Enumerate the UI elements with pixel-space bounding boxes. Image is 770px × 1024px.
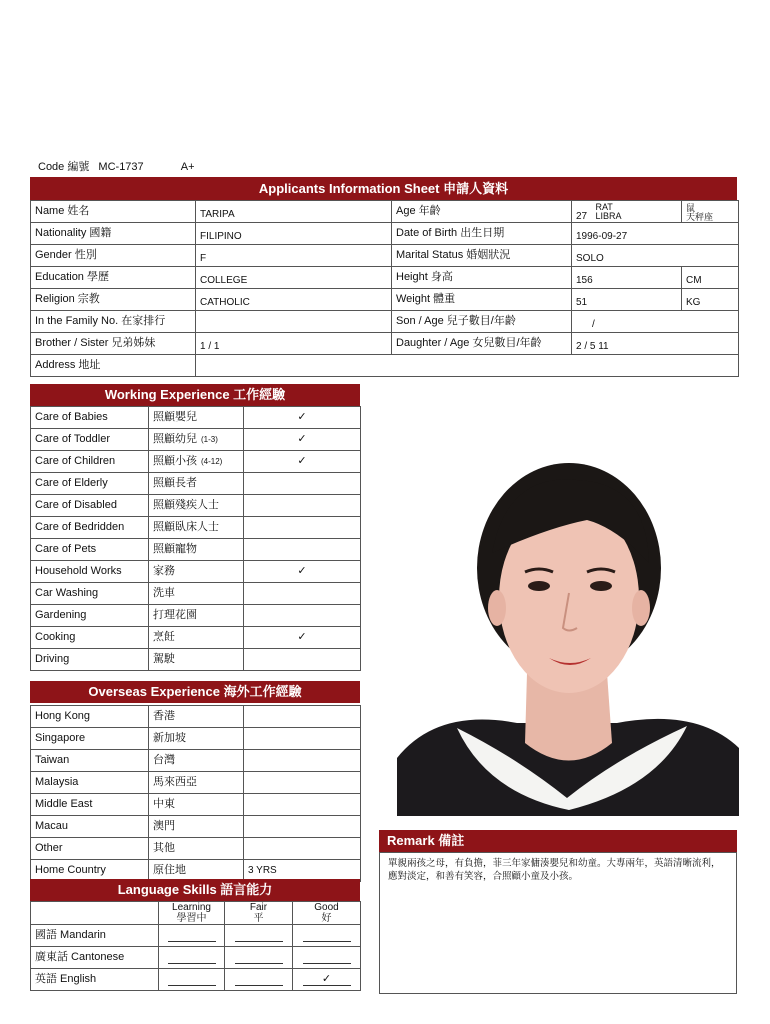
table-row bbox=[31, 561, 361, 583]
language-level-mark bbox=[293, 925, 361, 947]
table-row bbox=[31, 473, 361, 495]
info-label: Nationality 國籍 bbox=[31, 223, 196, 245]
language-name: 廣東話 Cantonese bbox=[31, 947, 159, 969]
info-label: Daughter / Age 女兒數目/年齡 bbox=[392, 333, 572, 355]
overseas-country-cn: 新加坡 bbox=[149, 728, 244, 750]
overseas-country-en: Middle East bbox=[31, 794, 149, 816]
work-item-en: Gardening bbox=[31, 605, 149, 627]
work-item-cn: 照顧嬰兒 bbox=[149, 407, 244, 429]
info-value: SOLO bbox=[572, 245, 739, 267]
overseas-country-cn: 台灣 bbox=[149, 750, 244, 772]
language-level-mark bbox=[293, 947, 361, 969]
overseas-country-cn: 香港 bbox=[149, 706, 244, 728]
overseas-duration bbox=[244, 750, 361, 772]
language-header-blank bbox=[31, 902, 159, 925]
language-level-mark bbox=[225, 925, 293, 947]
info-value: 1 / 1 bbox=[196, 333, 392, 355]
sign-value: LIBRA bbox=[595, 211, 622, 221]
overseas-country-cn: 其他 bbox=[149, 838, 244, 860]
table-row bbox=[31, 517, 361, 539]
overseas-country-en: Home Country bbox=[31, 860, 149, 882]
info-value: CATHOLIC bbox=[196, 289, 392, 311]
table-row bbox=[31, 311, 739, 333]
info-label: Education 學歷 bbox=[31, 267, 196, 289]
work-item-cn: 照顧殘疾人士 bbox=[149, 495, 244, 517]
overseas-country-en: Macau bbox=[31, 816, 149, 838]
remark-title: Remark 備註 bbox=[379, 830, 737, 852]
code-value: MC-1737 bbox=[98, 161, 144, 173]
info-value: 51 bbox=[572, 289, 682, 311]
info-label: Date of Birth 出生日期 bbox=[392, 223, 572, 245]
overseas-duration bbox=[244, 838, 361, 860]
language-level-mark: ✓ bbox=[293, 969, 361, 991]
work-item-en: Care of Bedridden bbox=[31, 517, 149, 539]
info-label: Brother / Sister 兄弟姊妹 bbox=[31, 333, 196, 355]
check-mark bbox=[244, 517, 361, 539]
overseas-country-en: Other bbox=[31, 838, 149, 860]
info-label: Name 姓名 bbox=[31, 201, 196, 223]
overseas-duration bbox=[244, 728, 361, 750]
work-item-en: Car Washing bbox=[31, 583, 149, 605]
table-row bbox=[31, 728, 361, 750]
info-value: 156 bbox=[572, 267, 682, 289]
info-value: COLLEGE bbox=[196, 267, 392, 289]
work-item-en: Care of Babies bbox=[31, 407, 149, 429]
work-title: Working Experience 工作經驗 bbox=[30, 384, 360, 406]
language-name: 國語 Mandarin bbox=[31, 925, 159, 947]
check-mark: ✓ bbox=[244, 627, 361, 649]
work-item-cn: 照顧寵物 bbox=[149, 539, 244, 561]
table-row bbox=[31, 451, 361, 473]
work-item-en: Care of Pets bbox=[31, 539, 149, 561]
work-item-cn: 家務 bbox=[149, 561, 244, 583]
code-line bbox=[38, 158, 201, 174]
table-row bbox=[31, 245, 739, 267]
info-label: Weight 體重 bbox=[392, 289, 572, 311]
overseas-country-en: Taiwan bbox=[31, 750, 149, 772]
overseas-duration bbox=[244, 816, 361, 838]
check-mark bbox=[244, 649, 361, 671]
overseas-country-cn: 中東 bbox=[149, 794, 244, 816]
info-value: TARIPA bbox=[196, 201, 392, 223]
info-table bbox=[30, 200, 739, 377]
work-item-cn: 照顧幼兒 (1-3) bbox=[149, 429, 244, 451]
check-mark: ✓ bbox=[244, 561, 361, 583]
info-value: / bbox=[572, 311, 739, 333]
check-mark bbox=[244, 583, 361, 605]
applicant-portrait-image bbox=[397, 458, 739, 816]
overseas-country-en: Singapore bbox=[31, 728, 149, 750]
table-row bbox=[31, 649, 361, 671]
work-item-en: Care of Children bbox=[31, 451, 149, 473]
level-learning: Learning 學習中 bbox=[159, 902, 225, 925]
overseas-title: Overseas Experience 海外工作經驗 bbox=[30, 681, 360, 703]
table-row bbox=[31, 969, 361, 991]
info-value: F bbox=[196, 245, 392, 267]
work-item-en: Care of Disabled bbox=[31, 495, 149, 517]
zodiac-cn: 鼠 bbox=[686, 203, 696, 213]
check-mark: ✓ bbox=[244, 429, 361, 451]
info-value bbox=[196, 311, 392, 333]
work-item-en: Care of Toddler bbox=[31, 429, 149, 451]
info-label: Height 身高 bbox=[392, 267, 572, 289]
table-row bbox=[31, 772, 361, 794]
info-value: 2 / 5 11 bbox=[572, 333, 739, 355]
info-label: Gender 性別 bbox=[31, 245, 196, 267]
work-item-en: Driving bbox=[31, 649, 149, 671]
table-row bbox=[31, 750, 361, 772]
work-item-en: Care of Elderly bbox=[31, 473, 149, 495]
table-row bbox=[31, 816, 361, 838]
work-item-en: Household Works bbox=[31, 561, 149, 583]
table-row bbox=[31, 902, 361, 925]
info-label: In the Family No. 在家排行 bbox=[31, 311, 196, 333]
language-title: Language Skills 語言能力 bbox=[30, 879, 360, 901]
table-row bbox=[31, 947, 361, 969]
address-value bbox=[196, 355, 739, 377]
table-row bbox=[31, 355, 739, 377]
code-label: Code 編號 bbox=[38, 161, 90, 173]
remark-text: 單親兩孩之母，有負擔，菲三年家傭湊嬰兒和幼童。大專兩年，英語清晰流利，應對淡定，和善有笑容，合照顧小童及小孩。 bbox=[388, 858, 721, 882]
language-level-mark bbox=[159, 969, 225, 991]
applicant-photo bbox=[397, 458, 739, 816]
table-row bbox=[31, 539, 361, 561]
check-mark: ✓ bbox=[244, 407, 361, 429]
work-item-cn: 照顧長者 bbox=[149, 473, 244, 495]
overseas-country-cn: 原住地 bbox=[149, 860, 244, 882]
check-mark bbox=[244, 539, 361, 561]
info-label: Religion 宗教 bbox=[31, 289, 196, 311]
check-mark bbox=[244, 473, 361, 495]
work-item-cn: 烹飪 bbox=[149, 627, 244, 649]
info-label: Marital Status 婚姻狀況 bbox=[392, 245, 572, 267]
table-row bbox=[31, 333, 739, 355]
remark-box bbox=[379, 852, 737, 994]
language-name: 英語 English bbox=[31, 969, 159, 991]
overseas-country-cn: 澳門 bbox=[149, 816, 244, 838]
zodiac-value: RAT bbox=[595, 202, 613, 212]
age-cell: 27 RAT LIBRA bbox=[572, 201, 682, 223]
table-row bbox=[31, 627, 361, 649]
level-good: Good 好 bbox=[293, 902, 361, 925]
info-unit: CM bbox=[682, 267, 739, 289]
info-value: FILIPINO bbox=[196, 223, 392, 245]
overseas-duration bbox=[244, 706, 361, 728]
language-level-mark bbox=[159, 947, 225, 969]
language-level-mark bbox=[225, 947, 293, 969]
sign-cn: 天秤座 bbox=[686, 212, 714, 222]
language-table bbox=[30, 901, 361, 991]
sheet-title: Applicants Information Sheet 申請人資料 bbox=[30, 177, 737, 200]
check-mark bbox=[244, 605, 361, 627]
table-row bbox=[31, 794, 361, 816]
info-label: Son / Age 兒子數目/年齡 bbox=[392, 311, 572, 333]
table-row bbox=[31, 605, 361, 627]
language-level-mark bbox=[225, 969, 293, 991]
overseas-duration bbox=[244, 794, 361, 816]
table-row bbox=[31, 838, 361, 860]
info-value: 1996-09-27 bbox=[572, 223, 739, 245]
table-row bbox=[31, 706, 361, 728]
table-row bbox=[31, 201, 739, 223]
table-row bbox=[31, 223, 739, 245]
info-unit: KG bbox=[682, 289, 739, 311]
overseas-duration bbox=[244, 772, 361, 794]
level-fair: Fair 平 bbox=[225, 902, 293, 925]
overseas-country-en: Hong Kong bbox=[31, 706, 149, 728]
work-item-cn: 照顧臥床人士 bbox=[149, 517, 244, 539]
overseas-table bbox=[30, 705, 361, 882]
table-row bbox=[31, 925, 361, 947]
language-level-mark bbox=[159, 925, 225, 947]
table-row bbox=[31, 289, 739, 311]
work-item-cn: 打理花園 bbox=[149, 605, 244, 627]
work-table bbox=[30, 406, 361, 671]
overseas-country-en: Malaysia bbox=[31, 772, 149, 794]
overseas-country-cn: 馬來西亞 bbox=[149, 772, 244, 794]
work-item-cn: 洗車 bbox=[149, 583, 244, 605]
table-row bbox=[31, 267, 739, 289]
check-mark bbox=[244, 495, 361, 517]
age-cn-cell bbox=[682, 201, 739, 223]
code-grade: A+ bbox=[180, 161, 195, 173]
table-row bbox=[31, 583, 361, 605]
info-label: Age 年齡 bbox=[392, 201, 572, 223]
overseas-duration: 3 YRS bbox=[244, 860, 361, 882]
work-item-cn: 照顧小孩 (4-12) bbox=[149, 451, 244, 473]
table-row bbox=[31, 407, 361, 429]
table-row bbox=[31, 429, 361, 451]
work-item-cn: 駕駛 bbox=[149, 649, 244, 671]
check-mark: ✓ bbox=[244, 451, 361, 473]
work-item-en: Cooking bbox=[31, 627, 149, 649]
info-label: Address 地址 bbox=[31, 355, 196, 377]
table-row bbox=[31, 495, 361, 517]
